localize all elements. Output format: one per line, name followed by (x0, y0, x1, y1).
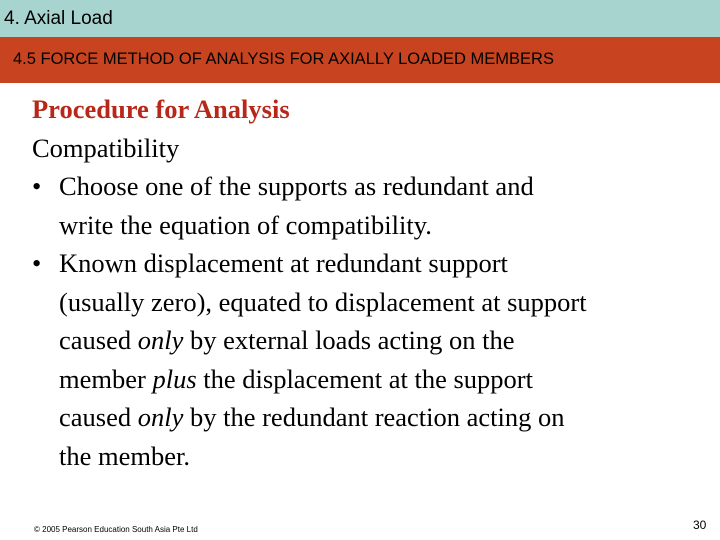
copyright-notice: © 2005 Pearson Education South Asia Pte Ltd (34, 525, 198, 534)
slide-content (32, 90, 712, 475)
text-run: member (59, 363, 153, 394)
bullet-1-line-2: write the equation of compatibility. (59, 209, 432, 240)
bullet-icon: • (32, 248, 42, 278)
compatibility-subheading: Compatibility (32, 132, 180, 163)
bullet-item-known-displacement (32, 244, 712, 475)
procedure-heading: Procedure for Analysis (32, 94, 290, 124)
section-title: 4.5 FORCE METHOD OF ANALYSIS FOR AXIALLY LOADED MEMBERS (13, 50, 554, 68)
emphasis-only: only (137, 402, 184, 432)
text-run: caused (59, 402, 138, 432)
bullet-2-line-4 (59, 360, 712, 399)
bullet-2-line-6: the member. (59, 440, 190, 471)
text-run: caused (59, 325, 138, 355)
bullet-item-redundant-support (32, 167, 712, 244)
chapter-header-bar (0, 0, 720, 37)
section-header-bar (0, 37, 720, 83)
bullet-2-line-1: Known displacement at redundant support (59, 248, 508, 278)
bullet-list (32, 167, 712, 475)
text-run: by external loads acting on the (183, 325, 515, 355)
text-run: the displacement at the support (196, 363, 533, 394)
chapter-title: 4. Axial Load (4, 8, 113, 29)
bullet-2-line-5 (59, 398, 712, 437)
emphasis-plus: plus (152, 363, 197, 394)
bullet-1-line-1: Choose one of the supports as redundant and (59, 171, 534, 201)
emphasis-only: only (137, 325, 184, 355)
bullet-2-line-2: (usually zero), equated to displacement at support (59, 286, 587, 317)
text-run: by the redundant reaction acting on (183, 402, 565, 432)
bullet-icon: • (32, 171, 42, 201)
bullet-2-line-3 (59, 321, 712, 360)
page-number: 30 (693, 518, 707, 532)
